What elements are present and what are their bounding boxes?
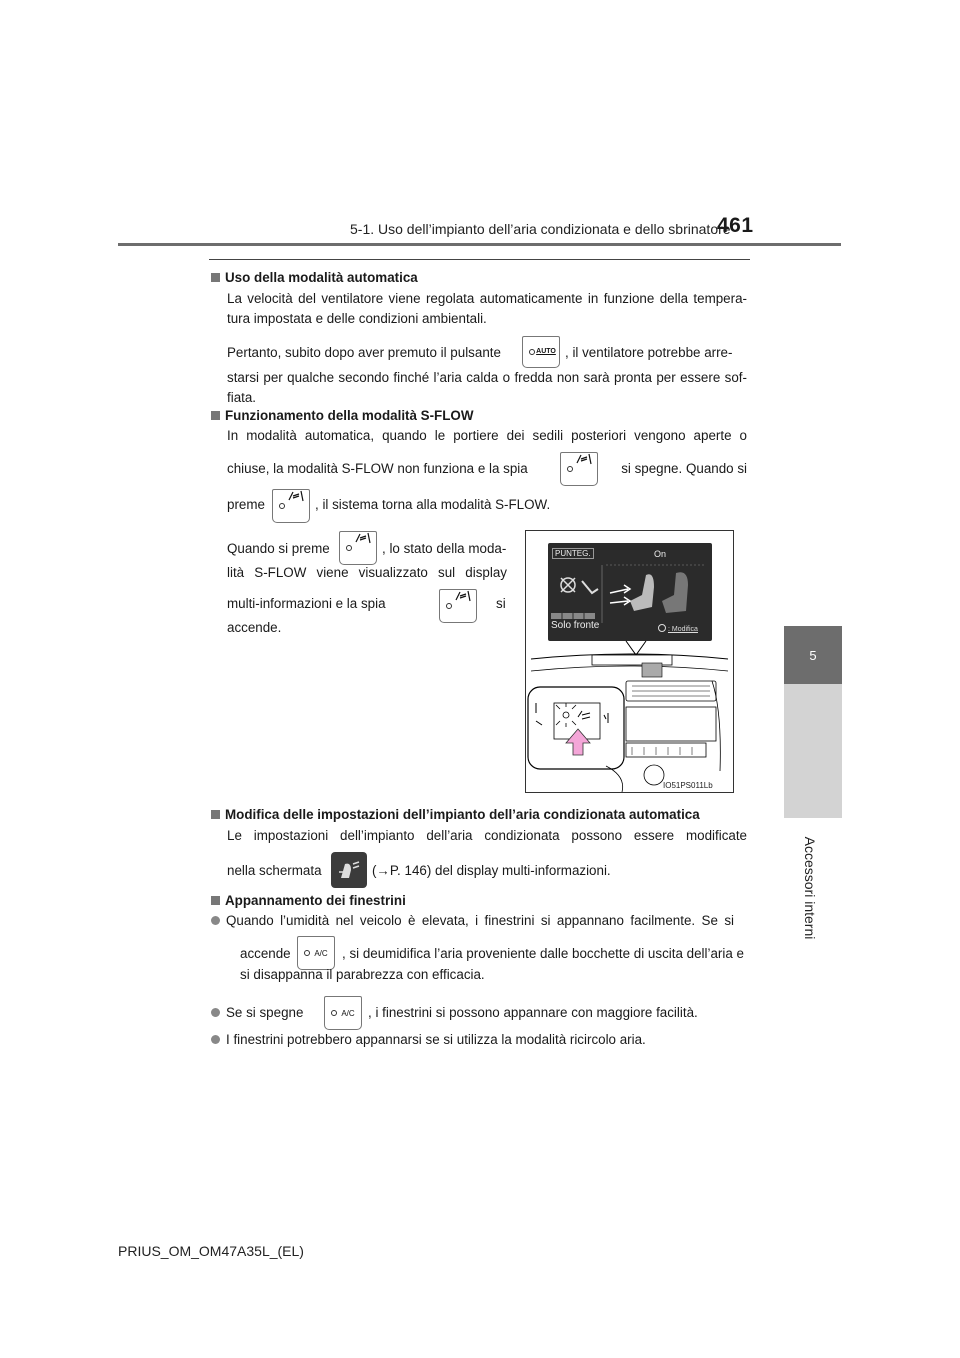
ac-settings-icon (331, 852, 367, 888)
sflow-line3-start: preme (227, 497, 265, 512)
display-status: On (654, 549, 667, 559)
fogging-item1: Quando l’umidità nel veicolo è elevata, i finestrini si appannano facilmente. Se si (211, 913, 747, 928)
auto-button-icon: AUTO (522, 336, 560, 368)
indicator-led-icon (529, 349, 535, 355)
auto-mode-title: Uso della modalità automatica (211, 270, 418, 285)
auto-mode-para2-start: Pertanto, subito dopo aver premuto il pulsante (227, 345, 501, 360)
s-flow-seat-icon (453, 590, 473, 602)
fogging-item1-line3: si disappanna il parabrezza con efficacia. (240, 967, 485, 982)
chapter-tab (784, 626, 842, 684)
s-flow-seat-icon (574, 453, 594, 465)
indicator-led-icon (304, 950, 310, 956)
display-tab: PUNTEG. (552, 548, 594, 559)
s-flow-button-icon (339, 531, 377, 565)
fogging-item1-line2-end: , si deumidifica l’aria proveniente dalle bocchette di uscita dell’aria e (342, 946, 744, 961)
sflow-line4-end: , lo stato della moda- (382, 541, 507, 556)
indicator-led-icon (331, 1010, 337, 1016)
header-rule (118, 243, 841, 246)
section-title: 5-1. Uso dell’impianto dell’aria condizionata e dello sbrinatore (350, 221, 731, 237)
sflow-line1: In modalità automatica, quando le portiere dei sedili posteriori vengono aperte o (227, 428, 747, 443)
s-flow-seat-icon (331, 852, 367, 888)
sflow-line3-end: , il sistema torna alla modalità S-FLOW. (315, 497, 551, 512)
display-hint: : Modifica (658, 624, 698, 633)
sflow-line6-end: si (496, 596, 506, 611)
knob-icon (658, 624, 666, 632)
settings-line2-start: nella schermata (227, 863, 322, 878)
fogging-item2: Se si spegne (211, 1005, 303, 1020)
fogging-title: Appannamento dei finestrini (211, 893, 406, 908)
fogging-item2-end: , i finestrini si possono appannare con maggiore facilità. (368, 1005, 698, 1020)
settings-title: Modifica delle impostazioni dell’impianto dell’aria condizionata automatica (211, 807, 700, 822)
fogging-item3: I finestrini potrebbero appannarsi se si utilizza la modalità ricircolo aria. (211, 1032, 646, 1047)
indicator-led-icon (279, 503, 285, 509)
figure-code: IO51PS011Lb (663, 781, 713, 790)
indicator-led-icon (346, 545, 352, 551)
sflow-line5: lità S-FLOW viene visualizzato sul display (227, 565, 507, 580)
sflow-line2-end: si spegne. Quando si (621, 461, 747, 476)
auto-mode-para2-cont: starsi per qualche secondo finché l’aria calda o fredda non sarà pronta per essere sof-fiata. (227, 370, 747, 405)
ac-button-icon: A/C (324, 996, 362, 1030)
sflow-line4-start: Quando si preme (227, 541, 330, 556)
chapter-label: Accessori interni (802, 836, 818, 940)
s-flow-seat-icon (353, 532, 373, 544)
content-rule (209, 259, 750, 260)
page-number: 461 (717, 214, 754, 237)
s-flow-button-icon (439, 589, 477, 623)
sflow-line2-start: chiuse, la modalità S-FLOW non funziona e la spia (227, 461, 528, 476)
doc-code: PRIUS_OM_OM47A35L_(EL) (118, 1243, 304, 1259)
fogging-item1-line2-start: accende (240, 946, 291, 961)
round-bullet-icon (211, 916, 220, 925)
auto-mode-para2-end: , il ventilatore potrebbe arre- (565, 345, 733, 360)
sflow-title: Funzionamento della modalità S-FLOW (211, 408, 473, 423)
sflow-line7: accende. (227, 620, 282, 635)
auto-mode-para1: La velocità del ventilatore viene regolata automaticamente in funzione della tempera-tura impostata e delle condizioni ambientali. (227, 291, 747, 326)
square-bullet-icon (211, 273, 220, 282)
display-mode: Solo fronte (551, 620, 600, 631)
chapter-number: 5 (809, 647, 817, 663)
square-bullet-icon (211, 411, 220, 420)
round-bullet-icon (211, 1008, 220, 1017)
dashboard-drawing (526, 531, 733, 792)
s-flow-button-icon (272, 489, 310, 523)
settings-line1: Le impostazioni dell’impianto dell’aria condizionata possono essere modificate (227, 828, 747, 843)
s-flow-seat-icon (286, 490, 306, 502)
dashboard-illustration (525, 530, 734, 793)
s-flow-button-icon (560, 452, 598, 486)
square-bullet-icon (211, 896, 220, 905)
sflow-line6-start: multi-informazioni e la spia (227, 596, 386, 611)
round-bullet-icon (211, 1035, 220, 1044)
indicator-led-icon (567, 466, 573, 472)
square-bullet-icon (211, 810, 220, 819)
indicator-led-icon (446, 603, 452, 609)
ac-button-icon: A/C (297, 936, 335, 970)
settings-line2-end: (→P. 146) del display multi-informazioni. (372, 863, 611, 878)
